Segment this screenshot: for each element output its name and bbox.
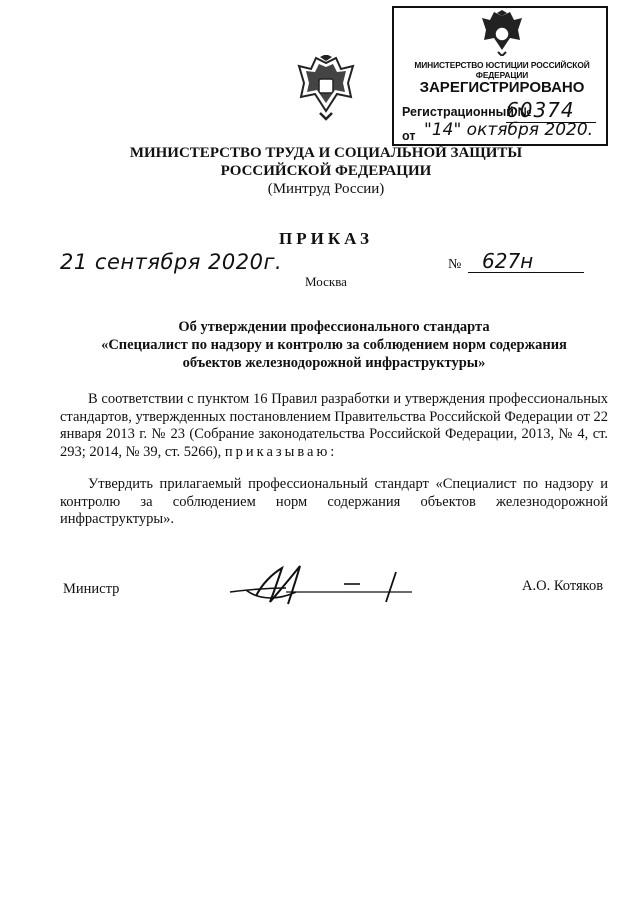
order-title-line1: Об утверждении профессионального стандарта [178, 319, 490, 335]
order-city: Москва [305, 274, 347, 289]
command-word: приказываю: [224, 443, 338, 460]
order-title-line2: «Специалист по надзору и контролю за соблюдением норм содержания [101, 337, 567, 353]
stamp-reg-number-label: Регистрационный № [402, 105, 532, 119]
signatory-name: А.О. Котяков [522, 578, 604, 594]
preamble-text: В соответствии с пунктом 16 Правил разработки и утверждения профессиональных стандартов, утвержденных постановлением Правительства Российской Федерации от 22 января 2013 г. № 23 (Собрание законодательства Российской Федерации, 2013, № 4, ст. 293; 2014, № 39, ст. 5266), [60, 391, 608, 460]
order-number: 627н [468, 249, 584, 273]
order-number-sign: № [448, 257, 462, 272]
stamp-reg-date: "14" октября 2020. [424, 120, 594, 140]
ministry-short-name: (Минтруд России) [267, 181, 385, 197]
stamp-reg-number: 60374 [506, 98, 596, 123]
stamp-reg-date-label: от [402, 129, 416, 143]
operative-paragraph [60, 476, 608, 529]
preamble-paragraph [60, 391, 608, 461]
operative-text: Утвердить прилагаемый профессиональный стандарт «Специалист по надзору и контролю за соблюдением норм содержания объектов железнодорожной инфраструктуры». [60, 476, 608, 527]
document-type: ПРИКАЗ [279, 229, 373, 248]
stamp-ministry: МИНИСТЕРСТВО ЮСТИЦИИ РОССИЙСКОЙ ФЕДЕРАЦИИ [414, 60, 590, 80]
coat-of-arms-icon [296, 55, 356, 121]
ministry-name-line1: МИНИСТЕРСТВО ТРУДА И СОЦИАЛЬНОЙ ЗАЩИТЫ [129, 145, 523, 161]
coat-of-arms-icon [480, 10, 524, 56]
order-title-line3: объектов железнодорожной инфраструктуры» [182, 355, 486, 371]
ministry-name-line2: РОССИЙСКОЙ ФЕДЕРАЦИИ [220, 163, 432, 179]
signatory-position: Министр [63, 581, 120, 597]
order-date: 21 сентября 2020г. [60, 250, 283, 274]
handwritten-signature [226, 562, 412, 610]
registration-stamp [392, 6, 608, 146]
stamp-status: ЗАРЕГИСТРИРОВАНО [419, 79, 585, 96]
